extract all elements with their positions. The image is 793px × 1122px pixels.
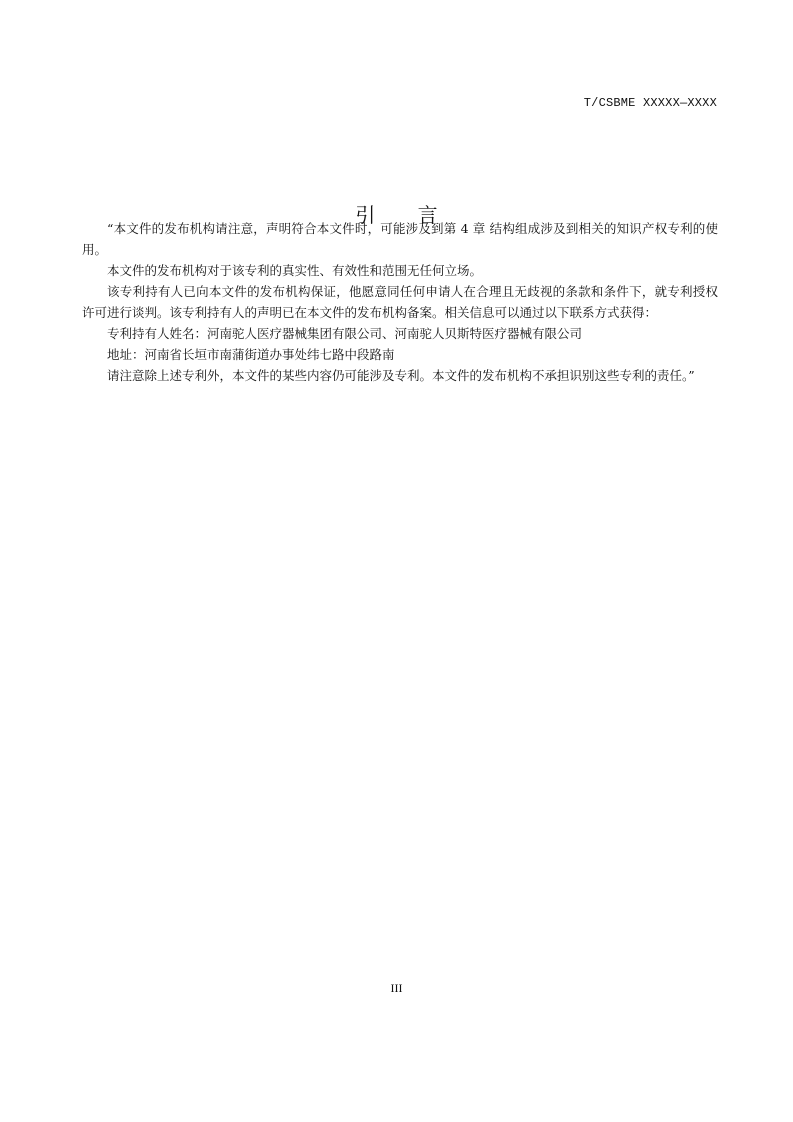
page-number: III <box>390 981 403 995</box>
document-code: T/CSBME XXXXX—XXXX <box>583 96 717 110</box>
paragraph-disclaimer: 请注意除上述专利外，本文件的某些内容仍可能涉及专利。本文件的发布机构不承担识别这些专利的责任。” <box>107 368 695 383</box>
paragraph-address: 地址：河南省长垣市南蒲街道办事处纬七路中段路南 <box>107 347 395 362</box>
paragraph-holder-name: 专利持有人姓名：河南驼人医疗器械集团有限公司、河南驼人贝斯特医疗器械有限公司 <box>107 326 583 341</box>
paragraph-position: 本文件的发布机构对于该专利的真实性、有效性和范围无任何立场。 <box>107 263 483 278</box>
paragraph-patent-notice: “本文件的发布机构请注意，声明符合本文件时，可能涉及到第 4 章 结构组成涉及到相关的知识产权专利的使用。 <box>82 221 718 257</box>
paragraph-holder-guarantee: 该专利持有人已向本文件的发布机构保证，他愿意同任何申请人在合理且无歧视的条款和条件下，就专利授权许可进行谈判。该专利持有人的声明已在本文件的发布机构备案。相关信息可以通过以下联系方式获得： <box>82 284 718 320</box>
introduction-body <box>82 218 718 386</box>
page-title: 引 言 <box>355 203 456 228</box>
